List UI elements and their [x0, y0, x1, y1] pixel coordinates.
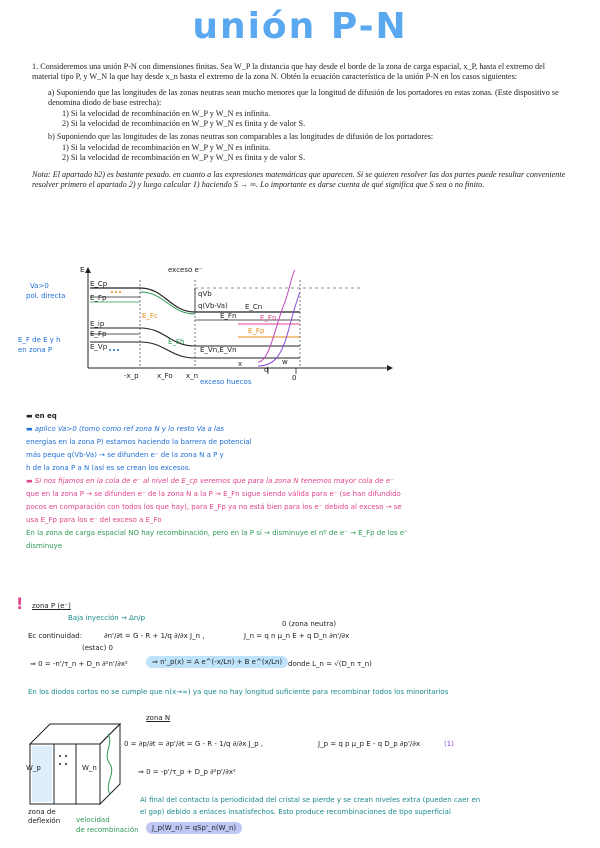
note-green1: En la zona de carga espacial NO hay recombinación, pero en la P sí → disminuye el nº de e⁻ → E_Fp de los e⁻: [26, 529, 408, 537]
eq-zona-p: zona P (e⁻): [32, 602, 71, 610]
note-legend2c: más peque q(Vb-Va) → se difunden e⁻ de la zona N a P y: [26, 451, 224, 459]
note-pink3: pocos en comparación con todos los que hay), para E_Fp ya no está bien para los e⁻ debido al exceso → se: [26, 503, 402, 511]
label-zona-def: zona de: [28, 808, 56, 816]
eq-2: ⇒ 0 = -n'/τ_n + D_n ∂²n'/∂x²: [30, 660, 128, 668]
label-xfo: x_Fo: [157, 372, 173, 380]
label-Ec: E_Cp: [90, 280, 108, 288]
label-Efc: E_Fc: [142, 312, 158, 320]
note-pink4: usa E_Fp para los e⁻ del exceso a E_Fo: [26, 516, 162, 524]
eq-3b: J_p = q p μ_p E - q D_p ∂p'/∂x: [318, 740, 421, 748]
label-Efn: E_Fn: [220, 312, 237, 320]
label-exceso: exceso e⁻: [168, 266, 203, 274]
eq-donde: donde L_n = √(D_n τ_n): [288, 660, 372, 668]
eq-cortos: En los diodos cortos no se cumple que n(x→∞) ya que no hay longitud suficiente para recombinar todos los minoritarios: [28, 688, 449, 696]
label-vel: velocidad: [76, 816, 110, 824]
eq-final2: el gap) debido a enlaces insatisfechos. Esto produce recombinaciones de tipo superficial: [140, 808, 451, 816]
label-wn: W_n: [82, 764, 97, 772]
note-legend1: ▬ en eq: [26, 412, 57, 420]
label-wp: W_p: [26, 764, 41, 772]
label-Eip: E_ip: [90, 320, 105, 328]
problem-a: a) Suponiendo que las longitudes de las zonas neutras sean mucho menores que la longitud de difusión de los portadores en estas zonas. (Este dispositivo se denomina diodo de base estrecha):: [48, 87, 559, 108]
eq-ec-cont: Ec continuidad:: [28, 632, 83, 640]
label-Evp: E_Vp: [90, 343, 108, 351]
label-Ecn: E_Cn: [245, 303, 263, 311]
note-legend2d: h de la zona P a N (así es se crean los excesos.: [26, 464, 191, 472]
label-ef2: en zona P: [18, 346, 53, 354]
eq-estac: (estac) 0: [82, 644, 113, 652]
note-pink2: que en la zona P → se difunden e⁻ de la zona N a la P → E_Fn sigue siendo válida para e⁻ (se han difundido: [26, 490, 401, 498]
label-vel2: de recombinación: [76, 826, 139, 834]
eq-zona-n: zona N: [146, 714, 171, 722]
label-Efn-pink: E_Fn: [260, 314, 277, 322]
problem-a1: 1) Si la velocidad de recombinación en W_P y W_N es infinita.: [62, 108, 271, 118]
problem-b: b) Suponiendo que las longitudes de las zonas neutras son comparables a las longitudes de difusión de los portadores:: [48, 132, 434, 142]
label-zona-def2: deflexión: [28, 817, 61, 825]
eq-jp: J_p(W_n) = qSp'_n(W_n): [146, 822, 242, 834]
label-E: E: [80, 266, 85, 274]
label-x: x: [238, 360, 243, 368]
eq-sol: ⇒ n'_p(x) = A e^(-x/Ln) + B e^(x/Ln): [146, 656, 288, 668]
eq-1b: J_n = q n μ_n E + q D_n ∂n'/∂x: [244, 632, 350, 640]
label-w: w: [282, 358, 288, 366]
exclamation-icon: !: [16, 594, 24, 613]
problem-b1: 1) Si la velocidad de recombinación en W_P y W_N es infinita.: [62, 142, 271, 152]
eq-one: (1): [444, 740, 454, 748]
eq-4: ⇒ 0 = -p'/τ_p + D_p ∂²p'/∂x²: [138, 768, 236, 776]
label-ef: E_F de E y h: [18, 336, 61, 344]
label-zero: 0: [292, 374, 297, 382]
note-legend2a: ▬ aplico Va>0 (tomo como ref zona N y lo resto Va a las: [26, 425, 224, 433]
label-d: d: [264, 366, 269, 374]
problem-a2: 2) Si la velocidad de recombinación en W_P y W_N es finita y de valor S.: [62, 119, 306, 129]
problem-note: Nota: El apartado b2) es bastante pesado. en cuanto a las expresiones matemáticas que aparecen. Si se quieren resolver las dos partes puede resultar conveniente resolver primero el apartado 2) y luego calcular 1) haciendo S → ∞. Lo importante es darse cuenta de qué significa que S sea o no finito.: [32, 169, 566, 190]
label-Efp-orange: E_Fp: [248, 327, 265, 335]
note-green2: disminuye: [26, 542, 63, 550]
note-pink1: ▬ Si nos fijamos en la cola de e⁻ al nivel de E_cp veremos que para la zona N tenemos mayor cola de e⁻: [26, 477, 394, 485]
eq-1: ∂n'/∂t = G - R + 1/q ∂/∂x J_n ,: [104, 632, 205, 640]
problem-intro: 1. Consideremos una unión P-N con dimensiones finitas. Sea W_P la distancia que hay desde el borde de la zona de carga espacial, x_P, hasta el extremo del material tipo P, y W_N la que hay desde x_n hasta el extremo de la zona N. Obtén la ecuación característica de la unión P-N en los casos siguientes:: [32, 62, 546, 82]
label-Evn: E_Vn,E_Vn: [200, 346, 237, 354]
label-qvbva: q(Vb-Va): [198, 302, 228, 310]
notes-section: [26, 410, 582, 553]
note-legend2b: energías en la zona P) estamos haciendo la barrera de potencial: [26, 438, 252, 446]
eq-neutra: 0 (zona neutra): [282, 620, 337, 628]
eq-3: 0 = ∂p/∂t = ∂p'/∂t = G - R - 1/q ∂/∂x J_p ,: [124, 740, 264, 748]
label-qvb: qVb: [198, 290, 212, 298]
page-title: unión P-N: [192, 6, 408, 47]
problem-statement: [32, 62, 568, 258]
eq-baja: Baja inyección → Δn/p: [68, 614, 146, 622]
label-va: Va>0: [30, 282, 49, 290]
eq-final: Al final del contacto la periodicidad del cristal se pierde y se crean niveles extra (pueden caer en: [140, 796, 481, 804]
label-Efp: E_Fp: [90, 294, 107, 302]
label-Efp2: E_Fp: [90, 330, 107, 338]
label-pol: pol. directa: [26, 292, 66, 300]
label-xp: -x_p: [124, 372, 139, 380]
label-xn: x_n: [186, 372, 199, 380]
label-exceso-huecos: exceso huecos: [200, 378, 252, 386]
problem-b2: 2) Si la velocidad de recombinación en W_P y W_N es finita y de valor S.: [62, 153, 306, 163]
label-Efh: E_Fh: [168, 338, 185, 346]
